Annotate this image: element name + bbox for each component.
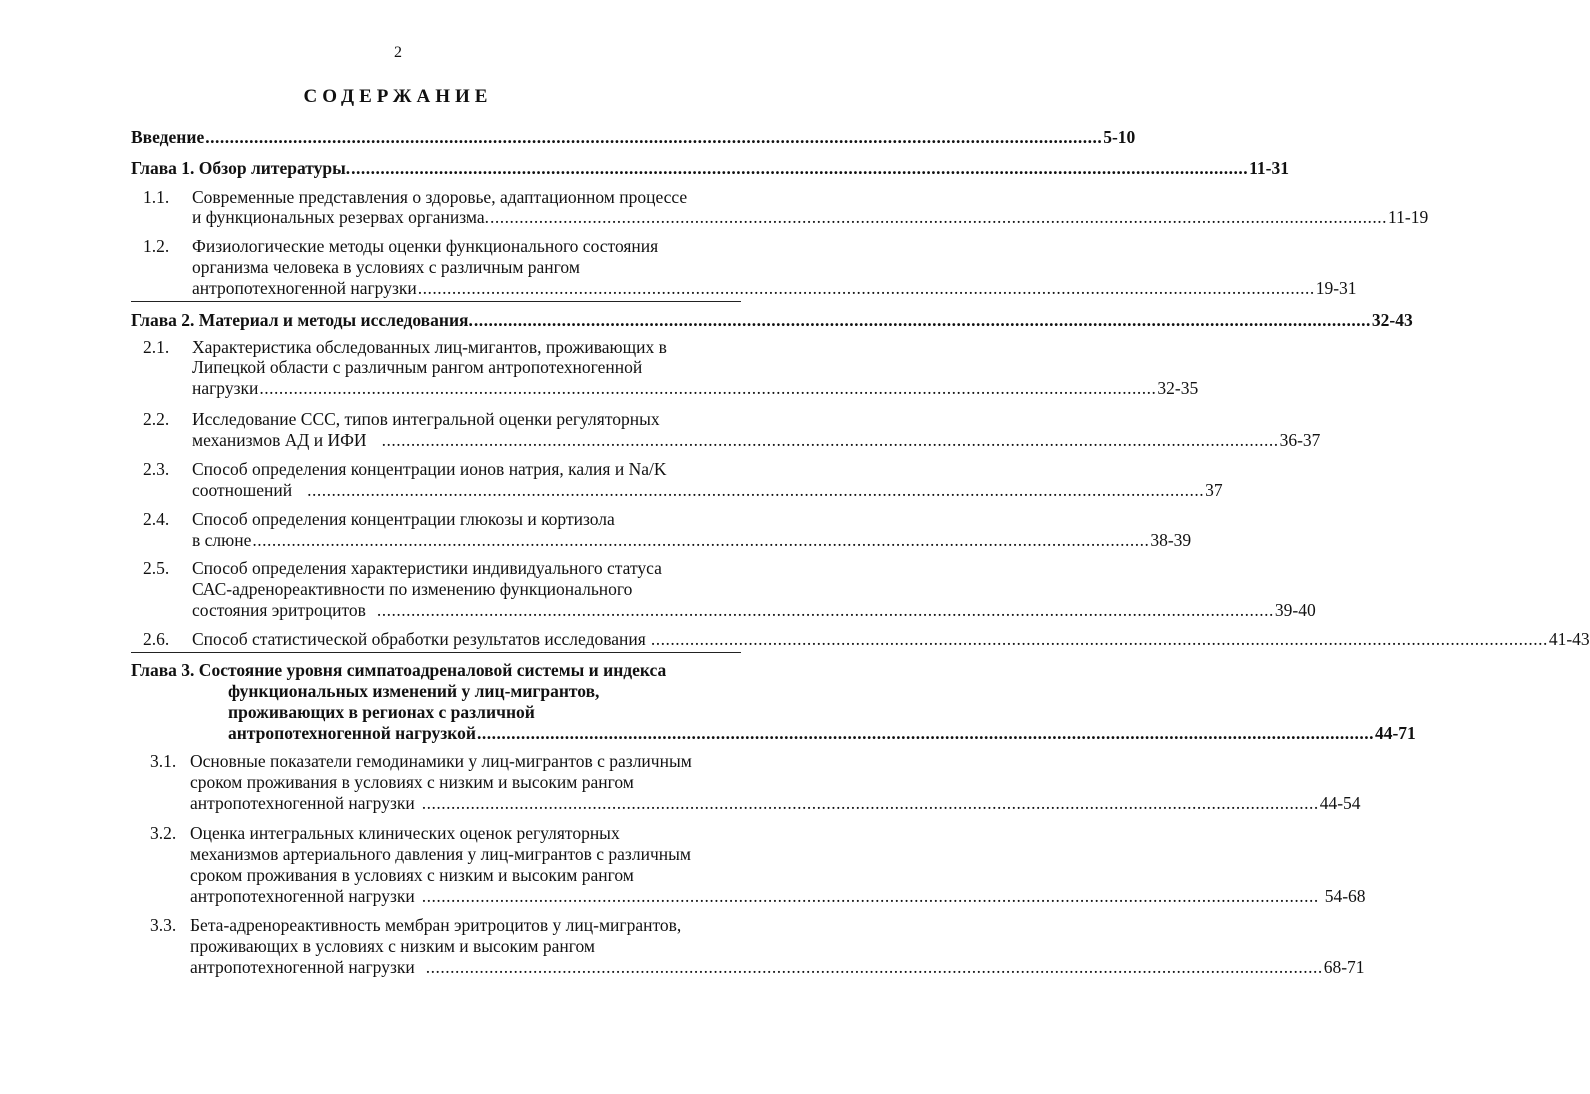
section-number: 2.5. <box>143 558 170 578</box>
toc-entry-pages: 68-71 <box>1323 957 1365 977</box>
toc-entry-pages: 37 <box>1205 480 1223 500</box>
toc-entry-label: Способ определения концентрации ионов натрия, калия и Na/K <box>192 459 667 479</box>
toc-entry-chapter-3[interactable] <box>228 722 1416 744</box>
toc-entry-label: Физиологические методы оценки функционального состояния <box>192 236 659 256</box>
dot-leader: ........................................................................................................................................................................................ <box>421 793 1319 813</box>
toc-entry-section-3-3[interactable] <box>190 956 1365 978</box>
toc-entry-label: механизмов АД и ИФИ <box>192 430 367 450</box>
toc-entry-line <box>190 935 742 957</box>
toc-entry-label: Глава 2. Материал и методы исследования. <box>131 310 473 330</box>
dot-leader: ........................................................................................................................................................................................ <box>425 957 1323 977</box>
toc-entry-label: Бета-адренореактивность мембран эритроцитов у лиц-мигрантов, <box>190 915 682 935</box>
toc-entry-line <box>190 914 742 936</box>
section-number: 2.6. <box>143 629 170 649</box>
toc-entry-line <box>192 336 742 358</box>
section-number: 2.3. <box>143 459 170 479</box>
divider <box>131 652 741 653</box>
toc-entry-label: САС-адренореактивности по изменению функционального <box>192 579 633 599</box>
section-number: 3.3. <box>150 915 177 935</box>
toc-entry-line <box>192 235 742 257</box>
toc-entry-label: проживающих в условиях с низким и высоким рангом <box>190 936 595 956</box>
toc-entry-label: Современные представления о здоровье, адаптационном процессе <box>192 187 688 207</box>
toc-entry-pages: 44-54 <box>1319 793 1361 813</box>
toc-entry-line <box>192 186 742 208</box>
toc-entry-label: соотношений <box>192 480 293 500</box>
section-number: 1.2. <box>143 236 170 256</box>
toc-entry-line <box>190 843 742 865</box>
section-number: 2.2. <box>143 409 170 429</box>
toc-entry-line <box>192 408 742 430</box>
toc-entry-label: Глава 1. Обзор литературы. <box>131 158 351 178</box>
toc-entry-line <box>192 458 742 480</box>
toc-entry-pages: 39-40 <box>1274 600 1316 620</box>
toc-entry-section-2-6[interactable] <box>192 628 1590 650</box>
toc-entry-label: антропотехногенной нагрузки <box>190 886 415 906</box>
toc-entry-label: Основные показатели гемодинамики у лиц-мигрантов с различным <box>190 751 692 771</box>
toc-entry-line <box>190 750 742 772</box>
dot-leader: ........................................................................................................................................................................................ <box>417 278 1315 298</box>
toc-entry-intro[interactable] <box>131 126 1136 148</box>
toc-entry-line <box>190 864 742 886</box>
dot-leader: ........................................................................................................................................................................................ <box>205 127 1103 147</box>
toc-entry-section-2-4[interactable] <box>192 529 1192 551</box>
toc-entry-line <box>131 659 741 681</box>
toc-entry-line <box>228 701 740 723</box>
toc-entry-label: Введение <box>131 127 205 147</box>
toc-entry-label: Способ определения концентрации глюкозы и кортизола <box>192 509 615 529</box>
toc-entry-line <box>192 578 742 600</box>
dot-leader: ........................................................................................................................................................................................ <box>381 430 1279 450</box>
dot-leader: ........................................................................................................................................................................................ <box>376 600 1274 620</box>
section-number: 2.4. <box>143 509 170 529</box>
toc-entry-label: Характеристика обследованных лиц-мигантов, проживающих в <box>192 337 667 357</box>
toc-entry-label: антропотехногенной нагрузки <box>190 793 415 813</box>
toc-entry-pages: 32-35 <box>1157 378 1199 398</box>
toc-entry-line <box>192 508 742 530</box>
toc-entry-pages: 38-39 <box>1150 530 1192 550</box>
dot-leader: ........................................................................................................................................................................................ <box>307 480 1205 500</box>
toc-entry-label: нагрузки <box>192 378 259 398</box>
section-number: 3.2. <box>150 823 177 843</box>
toc-entry-pages: 19-31 <box>1315 278 1357 298</box>
toc-entry-pages: 54-68 <box>1324 886 1366 906</box>
toc-entry-chapter-2[interactable] <box>131 309 1413 331</box>
toc-entry-label: Исследование ССС, типов интегральной оценки регуляторных <box>192 409 660 429</box>
toc-entry-section-2-2[interactable] <box>192 429 1321 451</box>
toc-entry-pages: 36-37 <box>1279 430 1321 450</box>
dot-leader: ........................................................................................................................................................................................ <box>490 207 1388 227</box>
toc-entry-label: в слюне <box>192 530 252 550</box>
toc-entry-line <box>228 680 740 702</box>
toc-entry-label: организма человека в условиях с различным рангом <box>192 257 580 277</box>
toc-entry-section-3-2[interactable] <box>190 885 1366 907</box>
dot-leader: ........................................................................................................................................................................................ <box>473 310 1371 330</box>
toc-entry-label: проживающих в регионах с различной <box>228 702 535 722</box>
toc-entry-line <box>192 356 742 378</box>
dot-leader: ........................................................................................................................................................................................ <box>421 886 1319 906</box>
divider <box>131 301 741 302</box>
toc-entry-section-3-1[interactable] <box>190 792 1361 814</box>
toc-entry-label: функциональных изменений у лиц-мигрантов, <box>228 681 600 701</box>
toc-entry-label: механизмов артериального давления у лиц-мигрантов с различным <box>190 844 691 864</box>
toc-entry-section-1-1[interactable] <box>192 206 1429 228</box>
toc-title: СОДЕРЖАНИЕ <box>303 86 493 107</box>
toc-entry-label: антропотехногенной нагрузкой <box>228 723 476 743</box>
toc-entry-label: и функциональных резервах организма. <box>192 207 490 227</box>
toc-entry-label: Оценка интегральных клинических оценок регуляторных <box>190 823 620 843</box>
toc-entry-line <box>190 771 742 793</box>
toc-entry-label: антропотехногенной нагрузки <box>192 278 417 298</box>
toc-entry-label: Липецкой области с различным рангом антропотехногенной <box>192 357 643 377</box>
toc-entry-line <box>192 557 742 579</box>
dot-leader: ........................................................................................................................................................................................ <box>259 378 1157 398</box>
toc-entry-pages: 41-43 <box>1548 629 1590 649</box>
dot-leader: ........................................................................................................................................................................................ <box>252 530 1150 550</box>
toc-entry-line <box>190 822 742 844</box>
toc-entry-label: состояния эритроцитов <box>192 600 366 620</box>
section-number: 1.1. <box>143 187 170 207</box>
toc-entry-section-2-3[interactable] <box>192 479 1223 501</box>
toc-entry-label: антропотехногенной нагрузки <box>190 957 415 977</box>
toc-entry-pages: 5-10 <box>1103 127 1136 147</box>
section-number: 2.1. <box>143 337 170 357</box>
toc-entry-label: Способ статистической обработки результатов исследования <box>192 629 646 649</box>
toc-entry-section-1-2[interactable] <box>192 277 1357 299</box>
toc-entry-line <box>192 256 742 278</box>
toc-entry-pages: 32-43 <box>1371 310 1413 330</box>
toc-entry-label: Глава 3. Состояние уровня симпатоадреналовой системы и индекса <box>131 660 667 680</box>
toc-entry-label: сроком проживания в условиях с низким и высоким рангом <box>190 865 634 885</box>
toc-entry-pages: 44-71 <box>1374 723 1416 743</box>
toc-entry-pages: 11-31 <box>1249 158 1290 178</box>
page-number: 2 <box>394 44 402 61</box>
toc-entry-pages: 11-19 <box>1388 207 1429 227</box>
toc-entry-section-2-1[interactable] <box>192 377 1199 399</box>
toc-entry-label: Способ определения характеристики индивидуального статуса <box>192 558 662 578</box>
toc-entry-chapter-1[interactable] <box>131 157 1290 179</box>
toc-entry-label: сроком проживания в условиях с низким и высоким рангом <box>190 772 634 792</box>
dot-leader: ........................................................................................................................................................................................ <box>351 158 1249 178</box>
toc-entry-section-2-5[interactable] <box>192 599 1316 621</box>
section-number: 3.1. <box>150 751 177 771</box>
dot-leader: ........................................................................................................................................................................................ <box>650 629 1548 649</box>
dot-leader: ........................................................................................................................................................................................ <box>476 723 1374 743</box>
